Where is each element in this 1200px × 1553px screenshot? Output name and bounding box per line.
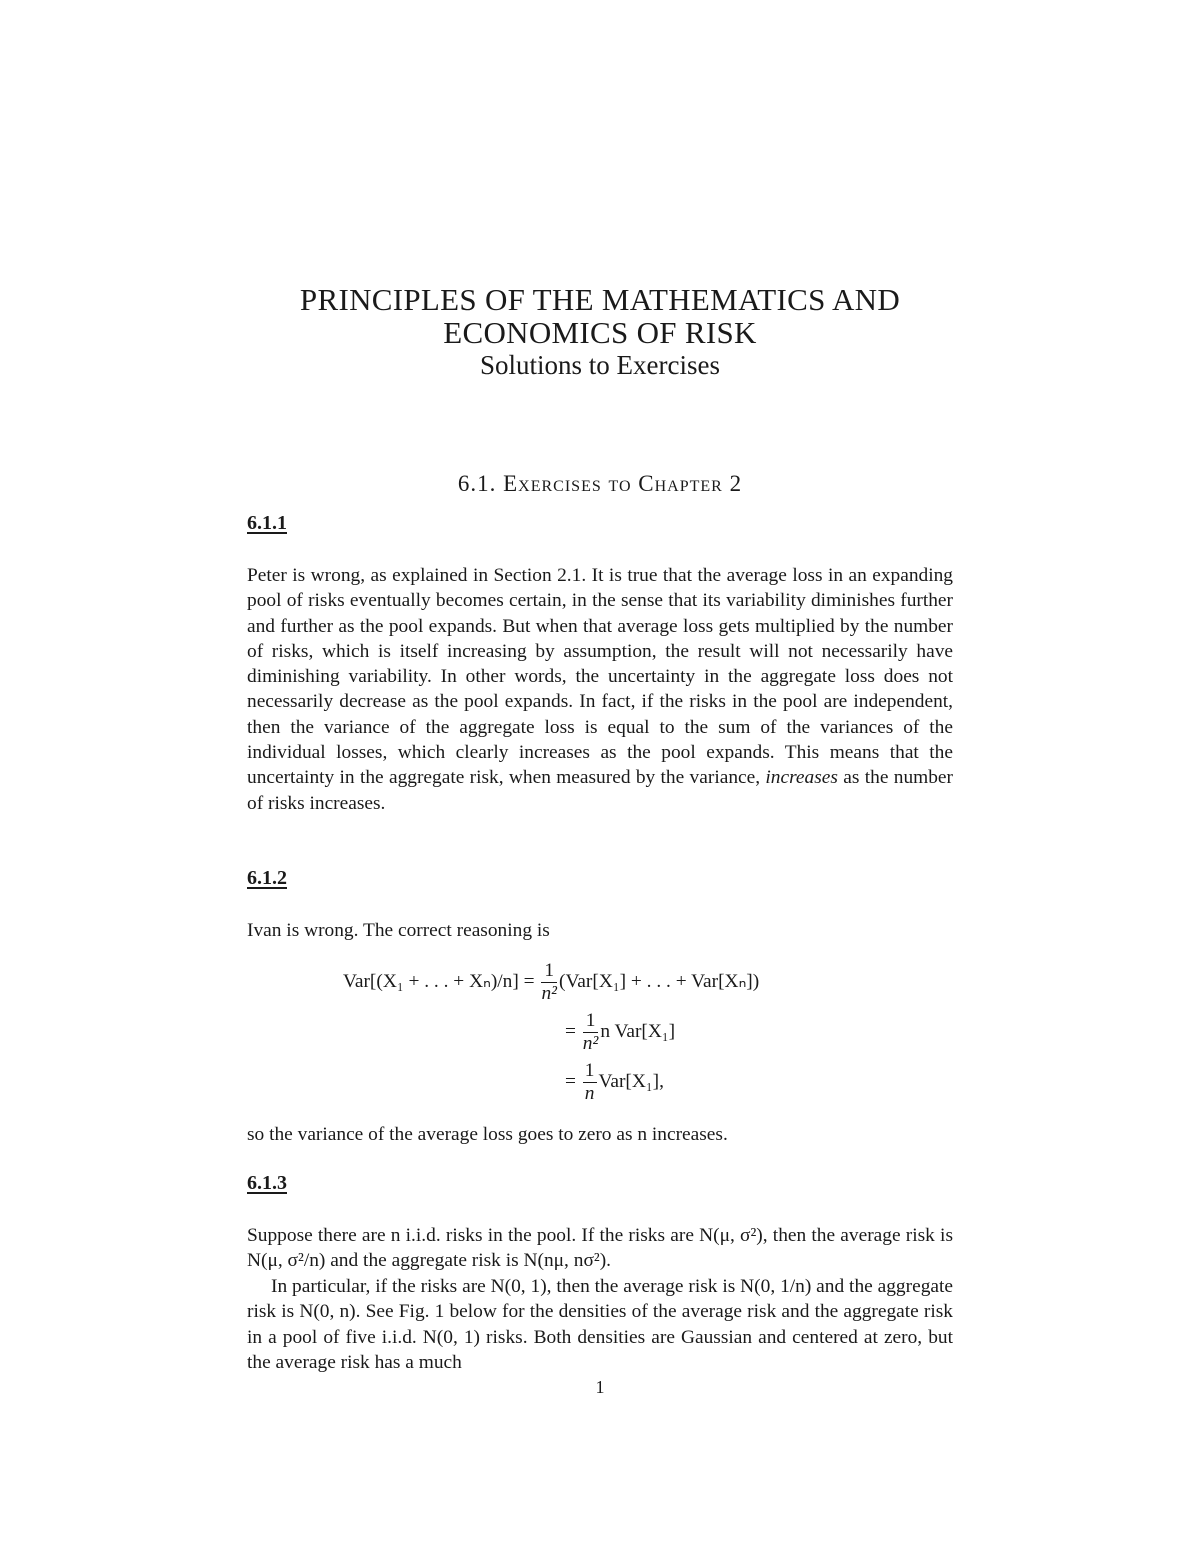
equation-line-2 [565,1010,675,1055]
fraction-denominator: n² [541,983,557,1004]
fraction-numerator: 1 [583,1010,599,1033]
exercise-number-6-1-1: 6.1.1 [247,512,287,534]
subtitle: Solutions to Exercises [480,350,720,380]
exercise-6-1-2-intro: Ivan is wrong. The correct reasoning is [247,920,550,941]
fraction-numerator: 1 [541,960,557,983]
fraction-1-over-n [583,1060,597,1105]
fraction-numerator: 1 [584,1060,595,1081]
title-line-2: ECONOMICS OF RISK [443,315,757,350]
exercise-6-1-1-body: Peter is wrong, as explained in Section 2.1. It is true that the average loss in an expanding pool of risks eventually becomes certain, in the sense that its variability diminishes further and further as the pool expands. But when that average loss gets multiplied by the number of risks, which is itself increasing by assumption, the result will not necessarily have diminishing variability. In other words, the uncertainty in the aggregate loss does not necessarily decrease as the pool expands. In fact, if the risks in the pool are independent, then the variance of the aggregate loss is equal to the sum of the variances of the individual losses, which clearly increases as the pool expands. This means that the uncertainty in the aggregate risk, when measured by the variance, [247,565,953,789]
equation-line-1 [343,960,759,1005]
page-number: 1 [595,1377,605,1397]
equation-line-1-rhs: (Var[X₁] + . . . + Var[Xₙ]) [558,970,760,992]
equation-line-3 [565,1060,664,1105]
equals-sign: = [565,1020,576,1042]
exercise-6-1-3-para-1: Suppose there are n i.i.d. risks in the pool. If the risks are N(μ, σ²), then the average risk is N(μ, σ²/n) and the aggregate risk is N(nμ, nσ²). [247,1225,953,1272]
exercise-6-1-2-conclusion: so the variance of the average loss goes to zero as n increases. [247,1124,728,1145]
exercise-6-1-1-tail: as the number of risks increases. [247,767,953,814]
equals-sign: = [565,1070,576,1092]
section-heading: 6.1. Exercises to Chapter 2 [457,471,743,496]
exercise-number-6-1-2: 6.1.2 [247,867,287,889]
exercise-6-1-1-text [247,563,953,816]
fraction-denominator: n [584,1083,595,1104]
exercise-number-6-1-3: 6.1.3 [247,1172,287,1194]
equation-line-2-rhs: n Var[X₁] [600,1020,676,1042]
fraction-1-over-n-squared [583,1010,599,1055]
fraction-denominator: n² [582,1033,599,1054]
equation-lhs: Var[(X₁ + . . . + Xₙ)/n] = [343,970,535,992]
emphasis-increases: increases [765,767,838,789]
exercise-6-1-3-para-2: In particular, if the risks are N(0, 1), then the average risk is N(0, 1/n) and the aggregate risk is N(0, n). See Fig. 1 below for the densities of the average risk and the aggregate risk in a pool of five i.i.d. N(0, 1) risks. Both densities are Gaussian and centered at zero, but the average risk has a much [247,1276,953,1373]
equation-line-3-rhs: Var[X₁], [598,1070,664,1092]
fraction-1-over-n-squared [541,960,557,1005]
title-block [0,283,1200,381]
title-line-1: PRINCIPLES OF THE MATHEMATICS AND [299,282,901,317]
